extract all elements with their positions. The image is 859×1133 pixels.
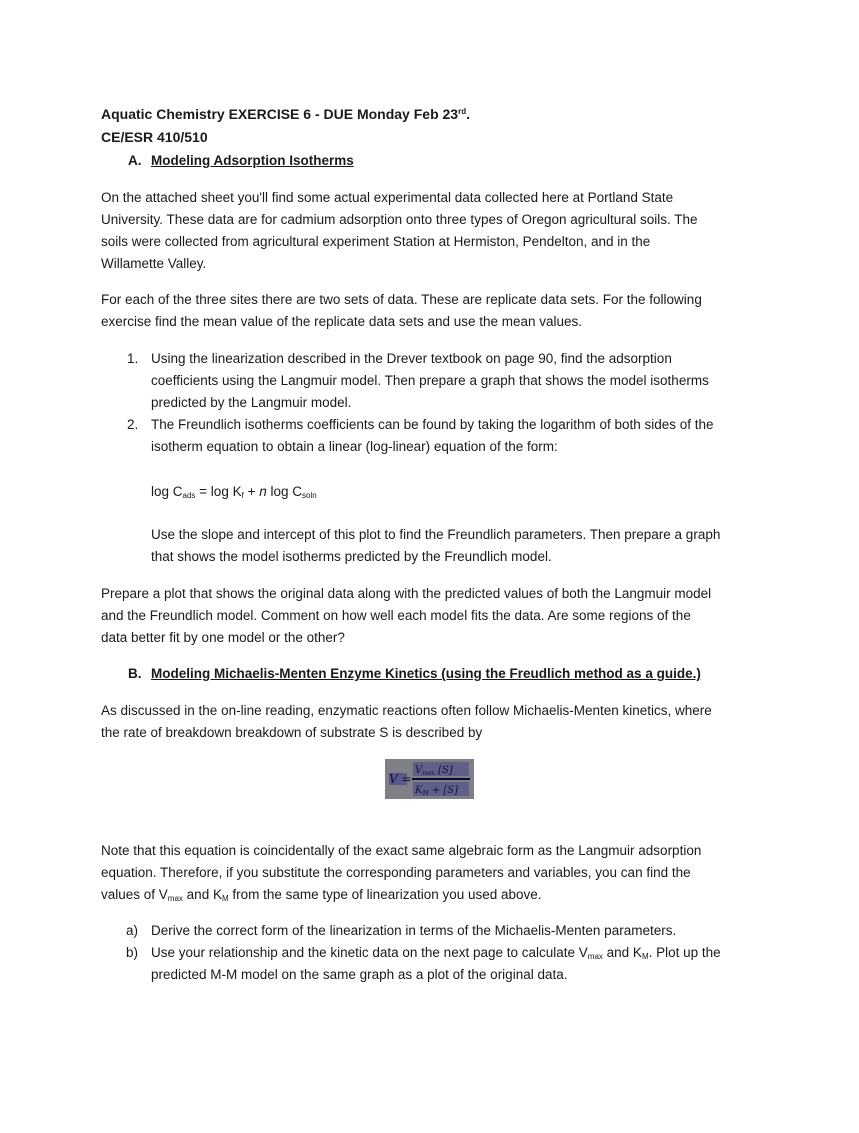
freundlich-instructions bbox=[151, 524, 771, 568]
langmuir-analogy-paragraph bbox=[101, 840, 761, 906]
paragraph-line: As discussed in the on-line reading, enzymatic reactions often follow Michaelis-Menten kinetics, where bbox=[101, 703, 712, 718]
list-item-line: predicted M-M model on the same graph as a plot of the original data. bbox=[151, 967, 568, 982]
paragraph-line: Prepare a plot that shows the original data along with the predicted values of both the Langmuir model bbox=[101, 586, 712, 601]
list-item-langmuir bbox=[151, 348, 771, 414]
list-item-freundlich bbox=[151, 414, 771, 458]
document-title: Aquatic Chemistry EXERCISE 6 - DUE Monday Feb 23rd. bbox=[101, 106, 470, 122]
freundlich-equation: $\log C_{ads} = \log K_f + n$ $\log C_{soln}$ bbox=[151, 484, 317, 500]
paragraph-line: Note that this equation is coincidentally of the exact same algebraic form as the Langmuir adsorption bbox=[101, 843, 702, 858]
list-item-number: 1. bbox=[127, 351, 139, 366]
list-item-letter: b) bbox=[126, 945, 139, 960]
section-b-letter: B. bbox=[128, 666, 142, 681]
paragraph-line: On the attached sheet you'll find some actual experimental data collected here at Portland State bbox=[101, 190, 674, 205]
paragraph-line: and the Freundlich model. Comment on how well each model fits the data. Are some regions of the bbox=[101, 608, 691, 623]
section-b-intro-paragraph bbox=[101, 700, 761, 744]
paragraph-line: For each of the three sites there are two sets of data. These are replicate data sets. For the following bbox=[101, 292, 702, 307]
list-item-line: Using the linearization described in the Drever textbook on page 90, find the adsorption bbox=[151, 351, 672, 366]
paragraph-line: data better fit by one model or the other? bbox=[101, 630, 345, 645]
paragraph-line: equation. Therefore, if you substitute the corresponding parameters and variables, you can find the bbox=[101, 865, 691, 880]
equation-graphic bbox=[385, 759, 474, 799]
paragraph-line: Willamette Valley. bbox=[101, 256, 207, 271]
paragraph-line: the rate of breakdown breakdown of substrate S is described by bbox=[101, 725, 483, 740]
paragraph-line: exercise find the mean value of the replicate data sets and use the mean values. bbox=[101, 314, 583, 329]
list-item-letter: a) bbox=[126, 923, 139, 938]
list-item-line: isotherm equation to obtain a linear (log-linear) equation of the form: bbox=[151, 439, 558, 454]
list-item-line: Derive the correct form of the linearization in terms of the Michaelis-Menten parameters. bbox=[151, 923, 677, 938]
section-a-heading: Modeling Adsorption Isotherms bbox=[151, 153, 354, 168]
paragraph-line: University. These data are for cadmium adsorption onto three types of Oregon agricultural soils. The bbox=[101, 212, 698, 227]
course-code: CE/ESR 410/510 bbox=[101, 129, 208, 145]
paragraph-line: values of $V_{max}$ and $K_M$ from the same type of linearization you used above. bbox=[101, 887, 542, 903]
michaelis-menten-equation-image bbox=[385, 759, 474, 799]
replicate-data-paragraph bbox=[101, 289, 761, 333]
paragraph-line: soils were collected from agricultural experiment Station at Hermiston, Pendelton, and in the bbox=[101, 234, 651, 249]
list-item-calculate bbox=[151, 942, 771, 986]
list-item-line: Use your relationship and the kinetic data on the next page to calculate $V_{max}$ and $K_M$. Plot up the bbox=[151, 945, 721, 961]
equation-numerator: $V_{max}$ [S] bbox=[415, 765, 453, 777]
list-item-line: coefficients using the Langmuir model. Then prepare a graph that shows the model isotherms bbox=[151, 373, 709, 388]
list-item-line: predicted by the Langmuir model. bbox=[151, 395, 352, 410]
list-item-line: The Freundlich isotherms coefficients can be found by taking the logarithm of both sides of the bbox=[151, 417, 714, 432]
equation-lhs: V = bbox=[389, 772, 412, 786]
list-item-line: Use the slope and intercept of this plot to find the Freundlich parameters. Then prepare a graph bbox=[151, 527, 721, 542]
section-a-intro-paragraph bbox=[101, 187, 761, 275]
section-a-letter: A. bbox=[128, 153, 142, 168]
list-item-derive bbox=[151, 920, 771, 942]
list-item-line: that shows the model isotherms predicted by the Freundlich model. bbox=[151, 549, 552, 564]
list-item-number: 2. bbox=[127, 417, 139, 432]
section-b-heading: Modeling Michaelis-Menten Enzyme Kinetics (using the Freudlich method as a guide.) bbox=[151, 666, 701, 681]
comparison-paragraph bbox=[101, 583, 761, 649]
equation-denominator: $K_M + [S]$ bbox=[415, 785, 459, 797]
